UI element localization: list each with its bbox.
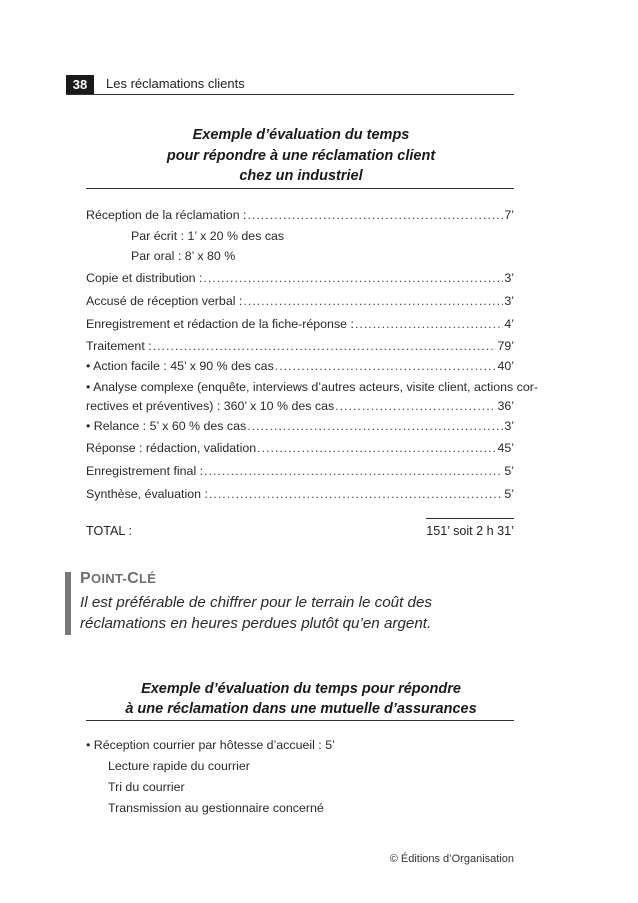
row-relance bbox=[86, 418, 514, 434]
key-point-text: Il est préférable de chiffrer pour le terrain le coût des réclamations en heures perdues plutôt qu’en argent. bbox=[80, 594, 433, 632]
example1-title-line-3: chez un industriel bbox=[239, 168, 363, 184]
leader-dots bbox=[209, 486, 503, 502]
key-point-rest-1: OINT bbox=[90, 571, 123, 586]
leader-dots bbox=[257, 440, 496, 456]
sub-item-oral: Par oral : 8’ x 80 % bbox=[131, 249, 236, 263]
total-value: 151’ soit 2 h 31’ bbox=[426, 524, 514, 538]
row-label: Accusé de réception verbal : bbox=[86, 294, 243, 308]
row-value: 3’ bbox=[504, 294, 514, 308]
row-value: 40’ bbox=[497, 359, 514, 373]
row-label: Enregistrement et rédaction de la fiche-réponse : bbox=[86, 317, 354, 331]
key-point-dash: - bbox=[122, 571, 128, 586]
example2-title-rule bbox=[86, 720, 514, 721]
leader-dots bbox=[243, 293, 503, 309]
row-analyse-complexe bbox=[86, 398, 514, 414]
row-value: 45’ bbox=[497, 441, 514, 455]
example2-sub-item: Transmission au gestionnaire concerné bbox=[108, 801, 324, 815]
row-label: • Relance : 5’ x 60 % des cas bbox=[86, 419, 247, 433]
example2-title-line-1: Exemple d’évaluation du temps pour répondre bbox=[141, 681, 461, 697]
running-title: Les réclamations clients bbox=[106, 76, 245, 91]
row-value: 4’ bbox=[504, 317, 514, 331]
row-enregistrement-final bbox=[86, 463, 514, 479]
leader-dots bbox=[247, 418, 503, 434]
example2-title-line-2: à une réclamation dans une mutuelle d’assurances bbox=[125, 701, 477, 717]
row-label: Enregistrement final : bbox=[86, 464, 204, 478]
row-value: 36’ bbox=[497, 399, 514, 413]
key-point-initial-1: P bbox=[80, 570, 91, 587]
page-number: 38 bbox=[66, 75, 94, 94]
row-traitement bbox=[86, 338, 514, 354]
row-label: • Action facile : 45’ x 90 % des cas bbox=[86, 359, 274, 373]
row-action-facile bbox=[86, 358, 514, 374]
row-label: rectives et préventives) : 360’ x 10 % des cas bbox=[86, 399, 335, 413]
row-accuse bbox=[86, 293, 514, 309]
leader-dots bbox=[203, 270, 503, 286]
total-label: TOTAL : bbox=[86, 524, 132, 538]
example1-title-line-2: pour répondre à une réclamation client bbox=[166, 148, 436, 164]
row-label: Synthèse, évaluation : bbox=[86, 487, 208, 501]
row-value: 5’ bbox=[504, 487, 514, 501]
leader-dots bbox=[355, 316, 503, 332]
row-reponse bbox=[86, 440, 514, 456]
example2-bullet: • Réception courrier par hôtesse d’accueil : 5’ bbox=[86, 738, 335, 752]
analyse-complexe-line: • Analyse complexe (enquête, interviews d’autres acteurs, visite client, actions cor- bbox=[86, 380, 538, 394]
leader-dots bbox=[204, 463, 503, 479]
row-value: 3’ bbox=[504, 419, 514, 433]
leader-dots bbox=[275, 358, 497, 374]
row-copie bbox=[86, 270, 514, 286]
key-point-bar bbox=[65, 572, 71, 635]
row-label: Copie et distribution : bbox=[86, 271, 203, 285]
example2-sub-item: Lecture rapide du courrier bbox=[108, 759, 250, 773]
key-point-title bbox=[80, 570, 156, 588]
example2-sub-item: Tri du courrier bbox=[108, 780, 185, 794]
leader-dots bbox=[335, 398, 496, 414]
header-rule bbox=[66, 94, 514, 95]
row-value: 3’ bbox=[504, 271, 514, 285]
row-label: Traitement : bbox=[86, 339, 152, 353]
total-rule bbox=[426, 518, 514, 519]
row-label: Réception de la réclamation : bbox=[86, 208, 247, 222]
leader-dots bbox=[153, 338, 497, 354]
key-point-initial-2: C bbox=[127, 570, 140, 587]
leader-dots bbox=[247, 207, 503, 223]
row-reception bbox=[86, 207, 514, 223]
row-enregistrement bbox=[86, 316, 514, 332]
row-value: 7’ bbox=[504, 208, 514, 222]
key-point-rest-2: LÉ bbox=[139, 571, 157, 586]
row-label: Réponse : rédaction, validation bbox=[86, 441, 257, 455]
example1-title-line-1: Exemple d’évaluation du temps bbox=[192, 127, 410, 143]
footer-copyright: © Éditions d’Organisation bbox=[389, 853, 514, 865]
row-synthese bbox=[86, 486, 514, 502]
sub-item-ecrit: Par écrit : 1’ x 20 % des cas bbox=[131, 229, 285, 243]
row-value: 79’ bbox=[497, 339, 514, 353]
row-value: 5’ bbox=[504, 464, 514, 478]
example1-title-rule bbox=[86, 188, 514, 189]
